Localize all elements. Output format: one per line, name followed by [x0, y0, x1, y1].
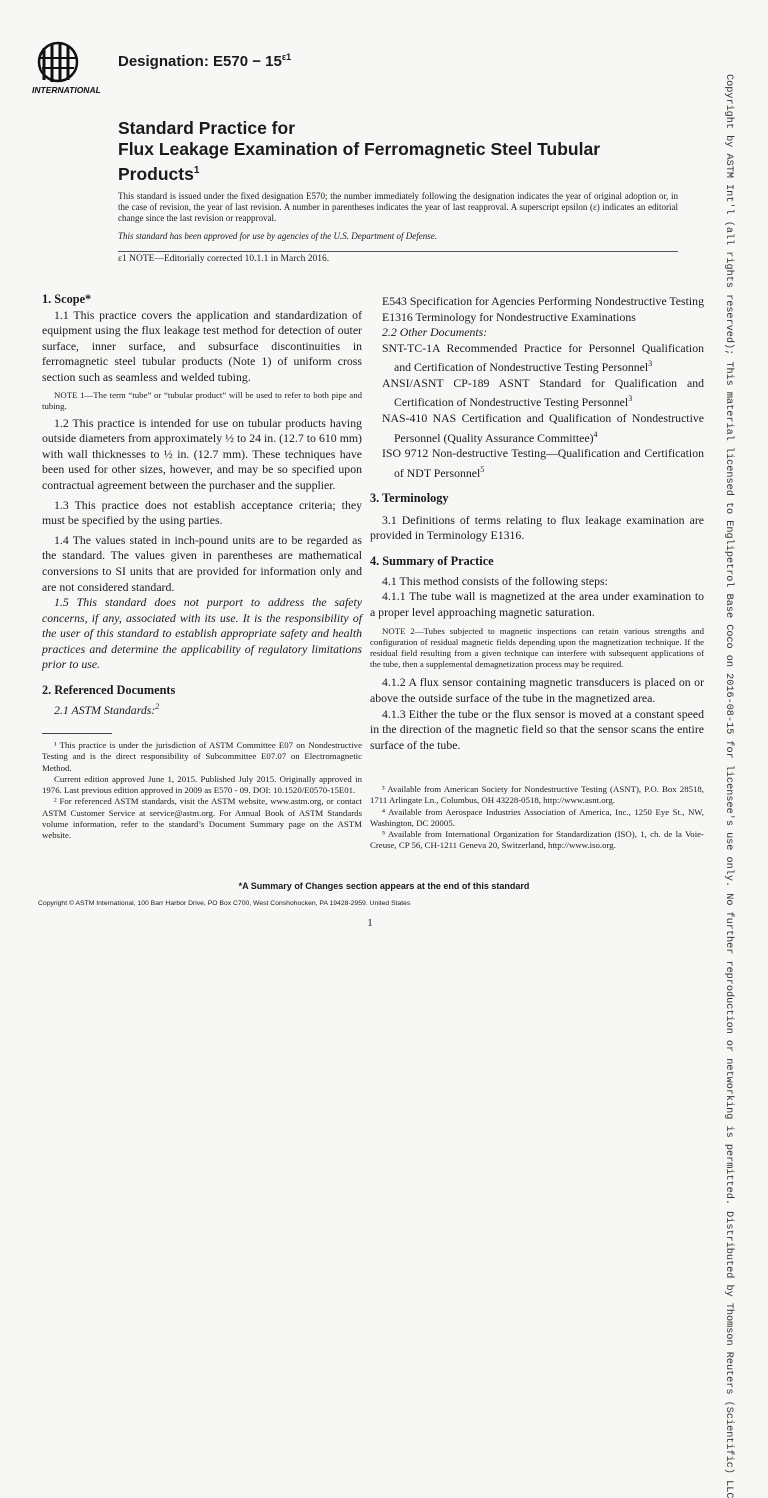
ref-ansi-asnt: ANSI/ASNT CP-189 ASNT Standard for Qualification and Certification of Nondestructive Testing Personnel$^3$ — [382, 375, 704, 410]
logo-international-text: INTERNATIONAL — [32, 85, 101, 95]
para-1-3: 1.3 This practice does not establish acceptance criteria; they must be specified by the using parties. — [42, 497, 362, 528]
epsilon-note: ε1 NOTE—Editorially corrected 10.1.1 in March 2016. — [118, 251, 678, 264]
para-4-1-2: 4.1.2 A flux sensor containing magnetic transducers is placed on or above the outside surface of the tube in the magnetized area. — [370, 675, 704, 705]
para-2-1: 2.1 ASTM Standards:$^2$ — [54, 701, 160, 717]
ref-iso-9712: ISO 9712 Non-destructive Testing—Qualification and Certification of NDT Personnel$^5$ — [382, 446, 704, 480]
referenced-documents-heading: 2. Referenced Documents — [42, 683, 176, 698]
side-watermark — [721, 74, 735, 1498]
footnote-2: ² For referenced ASTM standards, visit the ASTM website, www.astm.org, or contact ASTM Customer Service at service@astm.org. For Annual Book of ASTM Standards volume information, refer to the standard’s Document Summary page on the ASTM website. — [42, 796, 362, 841]
footnote-1: ¹ This practice is under the jurisdiction of ASTM Committee E07 on Nondestructive Testing and is the direct responsibility of Subcommittee E07.07 on Electromagnetic Method. — [42, 740, 362, 773]
para-4-1-3: 4.1.3 Either the tube or the flux sensor is moved at a constant speed in the direction of the magnetic field so that the sensor scans the entire surface of the tube. — [370, 706, 704, 752]
para-4-1-1: 4.1.1 The tube wall is magnetized at the area under examination to a proper level approaching magnetic saturation. — [370, 589, 704, 619]
right-footnotes — [370, 784, 704, 852]
footnote-3: ³ Available from American Society for Nondestructive Testing (ASNT), P.O. Box 28518, 1711 Arlingate Ln., Columbus, OH 43228-0518, http://www.asnt.org. — [370, 784, 704, 806]
page-number: 1 — [367, 917, 373, 929]
ref-e1316: E1316 Terminology for Nondestructive Examinations — [382, 309, 636, 324]
footnote-rule — [42, 733, 112, 734]
para-1-5: 1.5 This standard does not purport to address the safety concerns, if any, associated with its use. It is the responsibility of the user of this standard to establish appropriate safety and health practices and determine the applicability of regulatory limitations prior to use. — [42, 595, 362, 672]
copyright-line: Copyright © ASTM International, 100 Barr Harbor Drive, PO Box C700, West Conshohocken, PA 19428-2959. United States — [38, 900, 411, 907]
intro-text: This standard is issued under the fixed designation E570; the number immediately following the designation indicates the year of original adoption or, in the case of revision, the year of last revision. A number in parentheses indicates the year of last reapproval. A superscript epsilon (ε) indicates an editorial change since the last revision or reapproval. — [118, 191, 678, 223]
designation: Designation: $E570 - 15^{\varepsilon 1}$ — [118, 52, 292, 70]
title-line-3: Products$^1$ — [118, 163, 200, 184]
title-line-2: Flux Leakage Examination of Ferromagnetic Steel Tubular — [118, 139, 601, 159]
left-column — [42, 292, 362, 718]
summary-of-changes-note: *A Summary of Changes section appears at the end of this standard — [238, 881, 530, 891]
ref-snt-tc-1a: SNT-TC-1A Recommended Practice for Personnel Qualification and Certification of Nondestructive Testing Personnel$^3$ — [382, 340, 704, 375]
title-line-1: Standard Practice for — [118, 118, 295, 138]
para-1-1: 1.1 This practice covers the application and standardization of equipment using the flux leakage test method for detection of outer surface, inner surface, and subsurface discontinuities in ferromagnetic steel tubular products (Note 1) of uniform cross section such as seamless and welded tubing. — [42, 307, 362, 384]
scope-heading: 1. Scope* — [42, 292, 92, 306]
terminology-heading: 3. Terminology — [370, 491, 449, 506]
para-1-2: 1.2 This practice is intended for use on tubular products having outside diameters from approximately ½ to 24 in. (12.7 to 610 mm) with wall thicknesses to ½ in. (12.7 mm). These techniques have been used for other sizes, however, and may be so specified upon contractual agreement between the purchaser and the supplier. — [42, 415, 362, 492]
note-2: NOTE 2—Tubes subjected to magnetic inspections can retain various strengths and configuration of residual magnetic fields depending upon the magnetization technique. If the residual field resulting from a given technique can interfere with subsequent applications of the tube, then a supplemental demagnetization process may be required. — [370, 626, 704, 670]
astm-logo — [30, 40, 110, 96]
side-watermark-text: Copyright by ASTM Int'l (all rights reserved); This material licensed to Englipetrol Base Coco on 2016-08-15 for licensee's use only. No further reproduction or networking is permitted. Distributed by Thomson Reuters (Scientific) LLC — [723, 74, 734, 1498]
note-1: NOTE 1—The term “tube” or “tubular product” will be used to refer to both pipe and tubing. — [42, 389, 362, 411]
para-2-2: 2.2 Other Documents: — [382, 325, 488, 340]
para-3-1: 3.1 Definitions of terms relating to flux leakage examination are provided in Terminology E1316. — [370, 512, 704, 543]
footnote-1b: Current edition approved June 1, 2015. Published July 2015. Originally approved in 1976. Last previous edition approved in 2009 as E570 - 09. DOI: 10.1520/E0570-15E01. — [42, 773, 362, 796]
ref-nas-410: NAS-410 NAS Certification and Qualification of Nondestructive Personnel (Quality Assurance Committee)$^4$ — [382, 411, 704, 445]
summary-heading: 4. Summary of Practice — [370, 554, 494, 568]
ref-e543: E543 Specification for Agencies Performing Nondestructive Testing — [382, 294, 704, 308]
document-title — [118, 118, 678, 185]
footnote-4: ⁴ Available from Aerospace Industries Association of America, Inc., 1250 Eye St., NW, Washington, DC 20005. — [370, 806, 704, 828]
right-column — [370, 294, 704, 753]
para-4-1: 4.1 This method consists of the following steps: — [382, 573, 608, 588]
para-1-4: 1.4 The values stated in inch-pound units are to be regarded as the standard. The values given in parentheses are mathematical conversions to SI units that are provided for information only and are not considered standard. — [42, 532, 362, 594]
footnote-5: ⁵ Available from International Organization for Standardization (ISO), 1, ch. de la Voie-Creuse, CP 56, CH-1211 Geneva 20, Switzerland, http://www.iso.org. — [370, 829, 704, 851]
defense-note: This standard has been approved for use by agencies of the U.S. Department of Defense. — [118, 231, 438, 241]
left-footnotes — [42, 733, 362, 842]
